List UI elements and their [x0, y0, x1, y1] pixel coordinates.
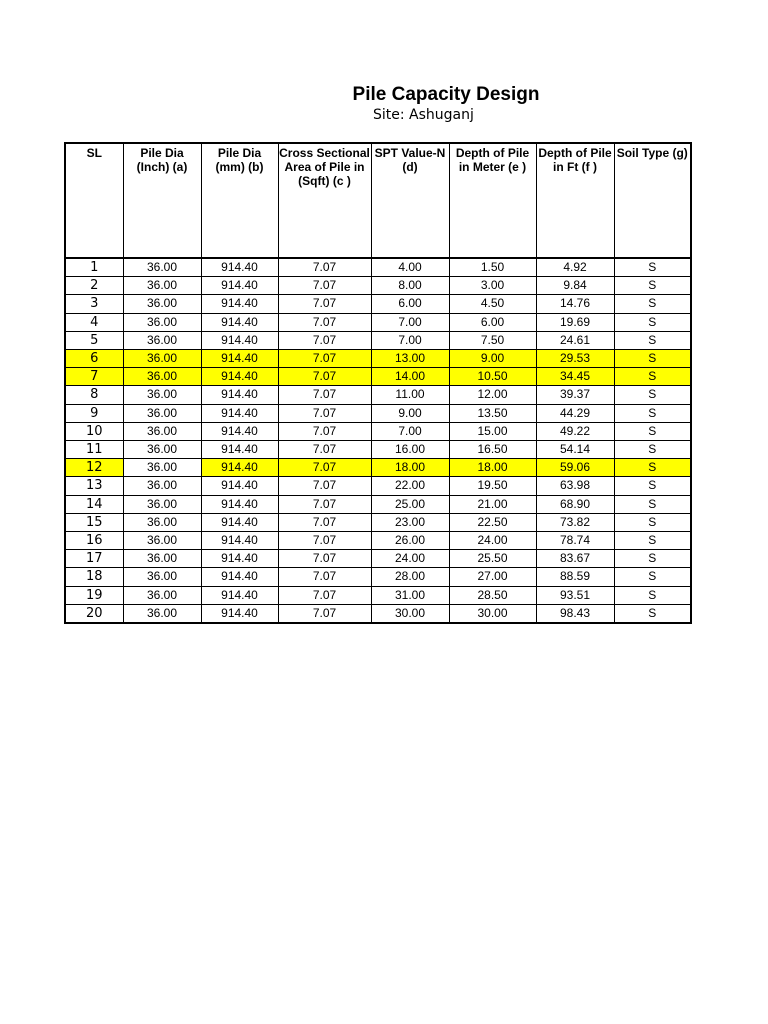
table-cell: 7.07: [278, 495, 371, 513]
table-cell: 7.07: [278, 550, 371, 568]
table-row: [65, 386, 691, 404]
table-cell: 25.50: [449, 550, 536, 568]
table-cell: 914.40: [201, 604, 278, 623]
table-cell: 36.00: [123, 350, 201, 368]
table-cell: 914.40: [201, 568, 278, 586]
table-cell: 4.92: [536, 258, 614, 277]
table-cell: 11: [65, 441, 123, 459]
table-cell: 12.00: [449, 386, 536, 404]
table-cell: 914.40: [201, 586, 278, 604]
table-cell: 7.07: [278, 532, 371, 550]
table-cell: 93.51: [536, 586, 614, 604]
table-cell: 8: [65, 386, 123, 404]
table-cell: 914.40: [201, 404, 278, 422]
table-row: [65, 350, 691, 368]
table-cell: 30.00: [449, 604, 536, 623]
table-cell: 36.00: [123, 368, 201, 386]
table-cell: 7.00: [371, 422, 449, 440]
table-cell: S: [614, 604, 691, 623]
header-spt-value: SPT Value-N (d): [371, 143, 449, 258]
table-cell: S: [614, 586, 691, 604]
table-row: [65, 331, 691, 349]
table-row: [65, 568, 691, 586]
table-cell: 24.00: [449, 532, 536, 550]
table-cell: 7.50: [449, 331, 536, 349]
table-row: [65, 604, 691, 623]
table-cell: S: [614, 422, 691, 440]
table-cell: 36.00: [123, 568, 201, 586]
table-cell: 7.07: [278, 586, 371, 604]
table-cell: 7.07: [278, 404, 371, 422]
table-row: [65, 586, 691, 604]
table-cell: 914.40: [201, 477, 278, 495]
table-cell: 88.59: [536, 568, 614, 586]
table-cell: 9.00: [371, 404, 449, 422]
table-cell: 7.07: [278, 331, 371, 349]
table-row: [65, 495, 691, 513]
table-row: [65, 368, 691, 386]
table-cell: 7.00: [371, 331, 449, 349]
table-cell: 54.14: [536, 441, 614, 459]
table-row: [65, 258, 691, 277]
table-row: [65, 313, 691, 331]
table-cell: 18: [65, 568, 123, 586]
table-cell: 914.40: [201, 295, 278, 313]
table-cell: 36.00: [123, 586, 201, 604]
table-cell: 7: [65, 368, 123, 386]
table-row: [65, 277, 691, 295]
table-cell: 914.40: [201, 550, 278, 568]
table-cell: 4.00: [371, 258, 449, 277]
table-row: [65, 513, 691, 531]
table-cell: 39.37: [536, 386, 614, 404]
table-row: [65, 441, 691, 459]
table-cell: 914.40: [201, 277, 278, 295]
table-cell: 13.50: [449, 404, 536, 422]
table-cell: S: [614, 495, 691, 513]
table-cell: 6.00: [449, 313, 536, 331]
table-cell: 914.40: [201, 495, 278, 513]
table-cell: 21.00: [449, 495, 536, 513]
table-cell: S: [614, 513, 691, 531]
table-cell: 10: [65, 422, 123, 440]
header-row: [65, 143, 691, 258]
table-cell: 914.40: [201, 422, 278, 440]
table-cell: 44.29: [536, 404, 614, 422]
table-cell: 914.40: [201, 258, 278, 277]
table-cell: 36.00: [123, 441, 201, 459]
table-cell: 13: [65, 477, 123, 495]
table-cell: 36.00: [123, 513, 201, 531]
header-depth-ft: Depth of Pile in Ft (f ): [536, 143, 614, 258]
table-cell: 6: [65, 350, 123, 368]
table-cell: 16.50: [449, 441, 536, 459]
table-cell: 9.84: [536, 277, 614, 295]
table-cell: 36.00: [123, 295, 201, 313]
table-cell: 83.67: [536, 550, 614, 568]
table-cell: 16.00: [371, 441, 449, 459]
table-cell: 7.07: [278, 277, 371, 295]
table-row: [65, 550, 691, 568]
table-cell: S: [614, 313, 691, 331]
table-cell: 4.50: [449, 295, 536, 313]
table-cell: S: [614, 532, 691, 550]
table-cell: 68.90: [536, 495, 614, 513]
table-cell: 30.00: [371, 604, 449, 623]
table-cell: 914.40: [201, 441, 278, 459]
header-depth-meter: Depth of Pile in Meter (e ): [449, 143, 536, 258]
table-cell: 36.00: [123, 258, 201, 277]
table-cell: 914.40: [201, 313, 278, 331]
table-cell: S: [614, 368, 691, 386]
table-cell: 23.00: [371, 513, 449, 531]
table-cell: 24.00: [371, 550, 449, 568]
table-cell: 17: [65, 550, 123, 568]
table-cell: 49.22: [536, 422, 614, 440]
table-cell: 36.00: [123, 277, 201, 295]
table-cell: 11.00: [371, 386, 449, 404]
table-cell: 914.40: [201, 513, 278, 531]
table-cell: 4: [65, 313, 123, 331]
table-cell: 914.40: [201, 368, 278, 386]
table-cell: 36.00: [123, 331, 201, 349]
table-cell: 36.00: [123, 313, 201, 331]
table-cell: 27.00: [449, 568, 536, 586]
table-cell: 98.43: [536, 604, 614, 623]
table-cell: 73.82: [536, 513, 614, 531]
table-cell: 14.76: [536, 295, 614, 313]
table-cell: S: [614, 331, 691, 349]
table-cell: 9: [65, 404, 123, 422]
table-cell: S: [614, 277, 691, 295]
header-pile-dia-mm: Pile Dia (mm) (b): [201, 143, 278, 258]
table-cell: 7.07: [278, 441, 371, 459]
pile-capacity-table: [64, 142, 692, 624]
table-cell: 1: [65, 258, 123, 277]
table-cell: 36.00: [123, 404, 201, 422]
table-cell: 7.07: [278, 386, 371, 404]
table-cell: 63.98: [536, 477, 614, 495]
table-cell: 36.00: [123, 495, 201, 513]
table-cell: 29.53: [536, 350, 614, 368]
table-cell: S: [614, 568, 691, 586]
table-cell: 7.07: [278, 459, 371, 477]
table-cell: 36.00: [123, 422, 201, 440]
table-row: [65, 459, 691, 477]
table-cell: 18.00: [449, 459, 536, 477]
table-cell: 914.40: [201, 532, 278, 550]
table-cell: 3.00: [449, 277, 536, 295]
table-cell: 36.00: [123, 477, 201, 495]
table-cell: 36.00: [123, 532, 201, 550]
table-cell: 7.07: [278, 422, 371, 440]
table-cell: 13.00: [371, 350, 449, 368]
table-row: [65, 477, 691, 495]
table-cell: 19.50: [449, 477, 536, 495]
header-soil-type: Soil Type (g): [614, 143, 691, 258]
table-cell: 7.07: [278, 513, 371, 531]
table-cell: S: [614, 404, 691, 422]
table-cell: 7.07: [278, 313, 371, 331]
table-cell: 7.07: [278, 258, 371, 277]
page-title: Pile Capacity Design: [352, 84, 540, 105]
table-cell: S: [614, 350, 691, 368]
table-cell: 14: [65, 495, 123, 513]
table-cell: 5: [65, 331, 123, 349]
table-cell: 7.07: [278, 295, 371, 313]
table-cell: 28.00: [371, 568, 449, 586]
table-cell: 16: [65, 532, 123, 550]
table-cell: 19.69: [536, 313, 614, 331]
table-cell: 36.00: [123, 386, 201, 404]
table-cell: 36.00: [123, 550, 201, 568]
table-cell: S: [614, 386, 691, 404]
table-cell: 25.00: [371, 495, 449, 513]
table-cell: 7.07: [278, 477, 371, 495]
table-cell: 7.07: [278, 568, 371, 586]
site-label: Site: Ashuganj: [373, 107, 474, 123]
table-cell: 18.00: [371, 459, 449, 477]
table-cell: 7.07: [278, 604, 371, 623]
table-cell: S: [614, 295, 691, 313]
table-cell: 15.00: [449, 422, 536, 440]
table-cell: S: [614, 477, 691, 495]
table-cell: 22.50: [449, 513, 536, 531]
table-cell: 20: [65, 604, 123, 623]
table-cell: 22.00: [371, 477, 449, 495]
table-cell: S: [614, 441, 691, 459]
table-cell: 24.61: [536, 331, 614, 349]
table-cell: 59.06: [536, 459, 614, 477]
table-row: [65, 422, 691, 440]
table-cell: 78.74: [536, 532, 614, 550]
table-cell: 7.00: [371, 313, 449, 331]
table-cell: 914.40: [201, 350, 278, 368]
header-pile-dia-inch: Pile Dia (Inch) (a): [123, 143, 201, 258]
table-cell: 9.00: [449, 350, 536, 368]
table-cell: 19: [65, 586, 123, 604]
table-cell: S: [614, 258, 691, 277]
table-cell: 7.07: [278, 350, 371, 368]
table-cell: 26.00: [371, 532, 449, 550]
table-row: [65, 295, 691, 313]
table-body: [65, 258, 691, 623]
table-row: [65, 404, 691, 422]
table-cell: S: [614, 459, 691, 477]
table-cell: 914.40: [201, 459, 278, 477]
table-cell: 1.50: [449, 258, 536, 277]
header-cross-sectional-area: Cross Sectional Area of Pile in (Sqft) (c ): [278, 143, 371, 258]
header-sl: SL: [65, 143, 123, 258]
table-cell: 10.50: [449, 368, 536, 386]
table-cell: 31.00: [371, 586, 449, 604]
table-cell: 7.07: [278, 368, 371, 386]
table-cell: 12: [65, 459, 123, 477]
table-cell: 14.00: [371, 368, 449, 386]
table-cell: 914.40: [201, 386, 278, 404]
table-cell: 3: [65, 295, 123, 313]
table-cell: 36.00: [123, 459, 201, 477]
table-cell: 34.45: [536, 368, 614, 386]
table-cell: 15: [65, 513, 123, 531]
table-cell: 6.00: [371, 295, 449, 313]
table-cell: 2: [65, 277, 123, 295]
table-cell: 914.40: [201, 331, 278, 349]
table-cell: 8.00: [371, 277, 449, 295]
table-cell: S: [614, 550, 691, 568]
table-cell: 28.50: [449, 586, 536, 604]
table-cell: 36.00: [123, 604, 201, 623]
table-row: [65, 532, 691, 550]
